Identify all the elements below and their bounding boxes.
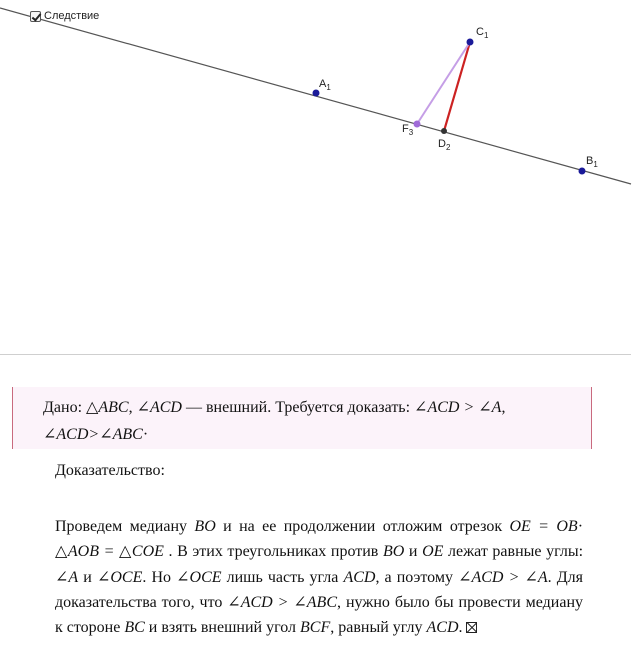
point-d2[interactable] [441,128,447,134]
label-f3: $F_3$ [402,123,414,138]
corollary-toggle[interactable] [30,10,99,22]
point-b1[interactable] [579,168,586,175]
proof-text: Проведем медиану BO и на ее продолжении отложим отрезок OE = OB· △AOB = △COE . В этих треугольниках против BO и OE лежат равные углы: ∠A и ∠OCE. Но ∠OCE лишь часть угла ACD, а поэтому ∠ACD > ∠A. Для доказательства того, что ∠ACD > ∠ABC, нужно было бы провести медиану к стороне BC и взять внешний угол BCF, равный углу ACD. [55,518,584,637]
given-box: Дано: △ABC, ∠ACD — внешний. Требуется доказать: ∠ACD > ∠A, ∠ACD>∠ABC· [12,387,592,449]
label-a1: $A_1$ [319,78,331,93]
proof-title: Доказательство: [55,462,165,479]
label-b1: $B_1$ [586,155,598,170]
qed-icon [466,622,477,633]
checkbox-checked-icon[interactable] [30,11,41,22]
point-f3[interactable] [414,121,421,128]
segment-f3-c1[interactable] [417,42,470,124]
divider [0,354,631,355]
label-d2: $D_2$ [438,138,451,153]
label-c1: $C_1$ [476,26,489,41]
segment-d2-c1[interactable] [444,42,470,131]
point-c1[interactable] [467,39,474,46]
checkbox-label: Следствие [44,10,100,22]
